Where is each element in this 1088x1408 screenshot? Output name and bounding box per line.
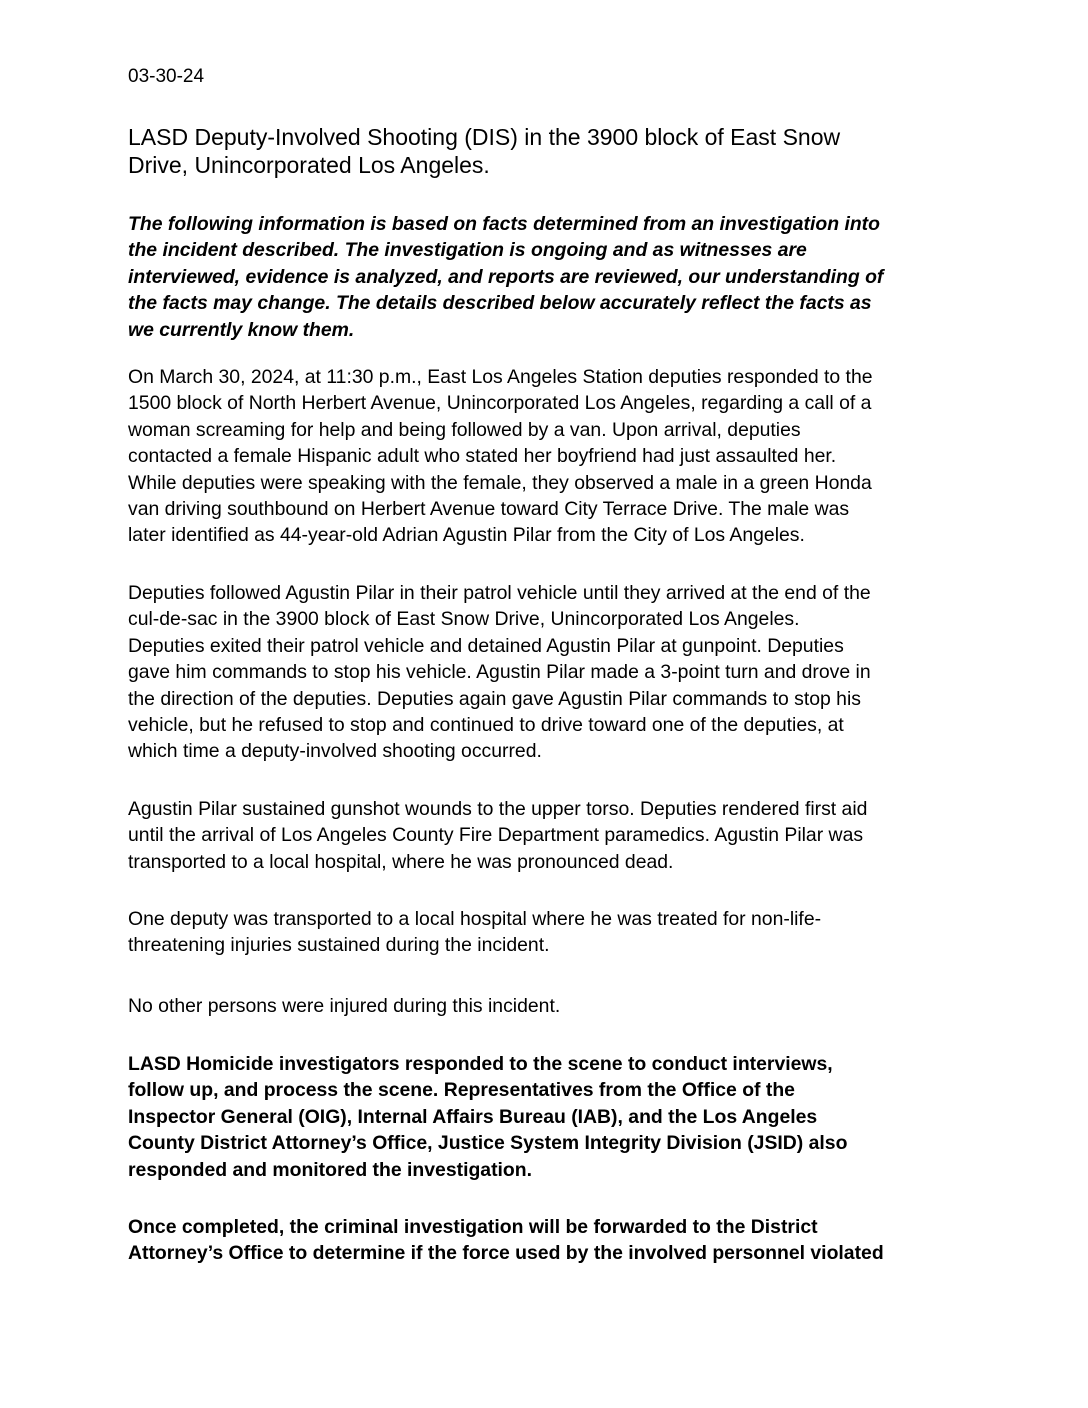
text-line: cul-de-sac in the 3900 block of East Snow Drive, Unincorporated Los Angeles. [128, 608, 800, 631]
district-attorney-paragraph [128, 1214, 884, 1267]
text-line: van driving southbound on Herbert Avenue toward City Terrace Drive. The male was [128, 498, 850, 521]
text-line: threatening injuries sustained during the incident. [128, 934, 550, 957]
text-line: Inspector General (OIG), Internal Affairs Bureau (IAB), and the Los Angeles [128, 1105, 818, 1128]
injuries-paragraph [128, 796, 867, 875]
deputy-injury-paragraph [128, 906, 821, 959]
text-line: transported to a local hospital, where he was pronounced dead. [128, 850, 674, 873]
title-line: Drive, Unincorporated Los Angeles. [128, 152, 490, 178]
incident-response-paragraph [128, 364, 873, 549]
text-line: Deputies exited their patrol vehicle and detained Agustin Pilar at gunpoint. Deputies [128, 634, 844, 657]
text-line: Agustin Pilar sustained gunshot wounds to the upper torso. Deputies rendered first aid [128, 798, 868, 820]
text-line: the facts may change. The details described below accurately reflect the facts as [128, 292, 872, 315]
document-date: 03-30-24 [128, 66, 205, 87]
text-line: woman screaming for help and being followed by a van. Upon arrival, deputies [128, 418, 801, 441]
text-line: responded and monitored the investigation. [128, 1158, 533, 1181]
text-line: which time a deputy-involved shooting occurred. [128, 740, 542, 763]
text-line: the incident described. The investigation is ongoing and as witnesses are [128, 239, 807, 262]
text-line: vehicle, but he refused to stop and continued to drive toward one of the deputies, at [128, 714, 844, 737]
text-line: interviewed, evidence is analyzed, and reports are reviewed, our understanding of [128, 265, 884, 288]
no-other-injuries-paragraph [128, 993, 560, 1019]
text-line: Deputies followed Agustin Pilar in their patrol vehicle until they arrived at the end of the [128, 582, 871, 604]
text-line: we currently know them. [128, 318, 355, 341]
text-line: Attorney’s Office to determine if the force used by the involved personnel violated [128, 1242, 884, 1265]
disclaimer-paragraph [128, 211, 883, 343]
text-line: until the arrival of Los Angeles County Fire Department paramedics. Agustin Pilar was [128, 824, 864, 847]
text-line: County District Attorney’s Office, Justice System Integrity Division (JSID) also [128, 1132, 848, 1155]
title-line: LASD Deputy-Involved Shooting (DIS) in the 3900 block of East Snow [128, 124, 841, 150]
pursuit-paragraph [128, 580, 871, 765]
text-line: One deputy was transported to a local hospital where he was treated for non-life- [128, 908, 822, 930]
text-line: the direction of the deputies. Deputies again gave Agustin Pilar commands to stop his [128, 687, 861, 710]
text-line: follow up, and process the scene. Representatives from the Office of the [128, 1079, 795, 1102]
text-line: The following information is based on facts determined from an investigation into [128, 213, 880, 235]
text-line: No other persons were injured during this incident. [128, 995, 561, 1017]
document-title [128, 123, 840, 179]
text-line: later identified as 44-year-old Adrian Agustin Pilar from the City of Los Angeles. [128, 524, 805, 547]
text-line: On March 30, 2024, at 11:30 p.m., East Los Angeles Station deputies responded to the [128, 366, 873, 388]
investigators-paragraph [128, 1051, 847, 1183]
text-line: gave him commands to stop his vehicle. Agustin Pilar made a 3-point turn and drove in [128, 661, 871, 684]
text-line: 1500 block of North Herbert Avenue, Unincorporated Los Angeles, regarding a call of a [128, 392, 872, 415]
text-line: While deputies were speaking with the female, they observed a male in a green Honda [128, 471, 872, 494]
text-line: Once completed, the criminal investigation will be forwarded to the District [128, 1216, 818, 1238]
text-line: contacted a female Hispanic adult who stated her boyfriend had just assaulted her. [128, 445, 837, 468]
text-line: LASD Homicide investigators responded to the scene to conduct interviews, [128, 1053, 833, 1075]
